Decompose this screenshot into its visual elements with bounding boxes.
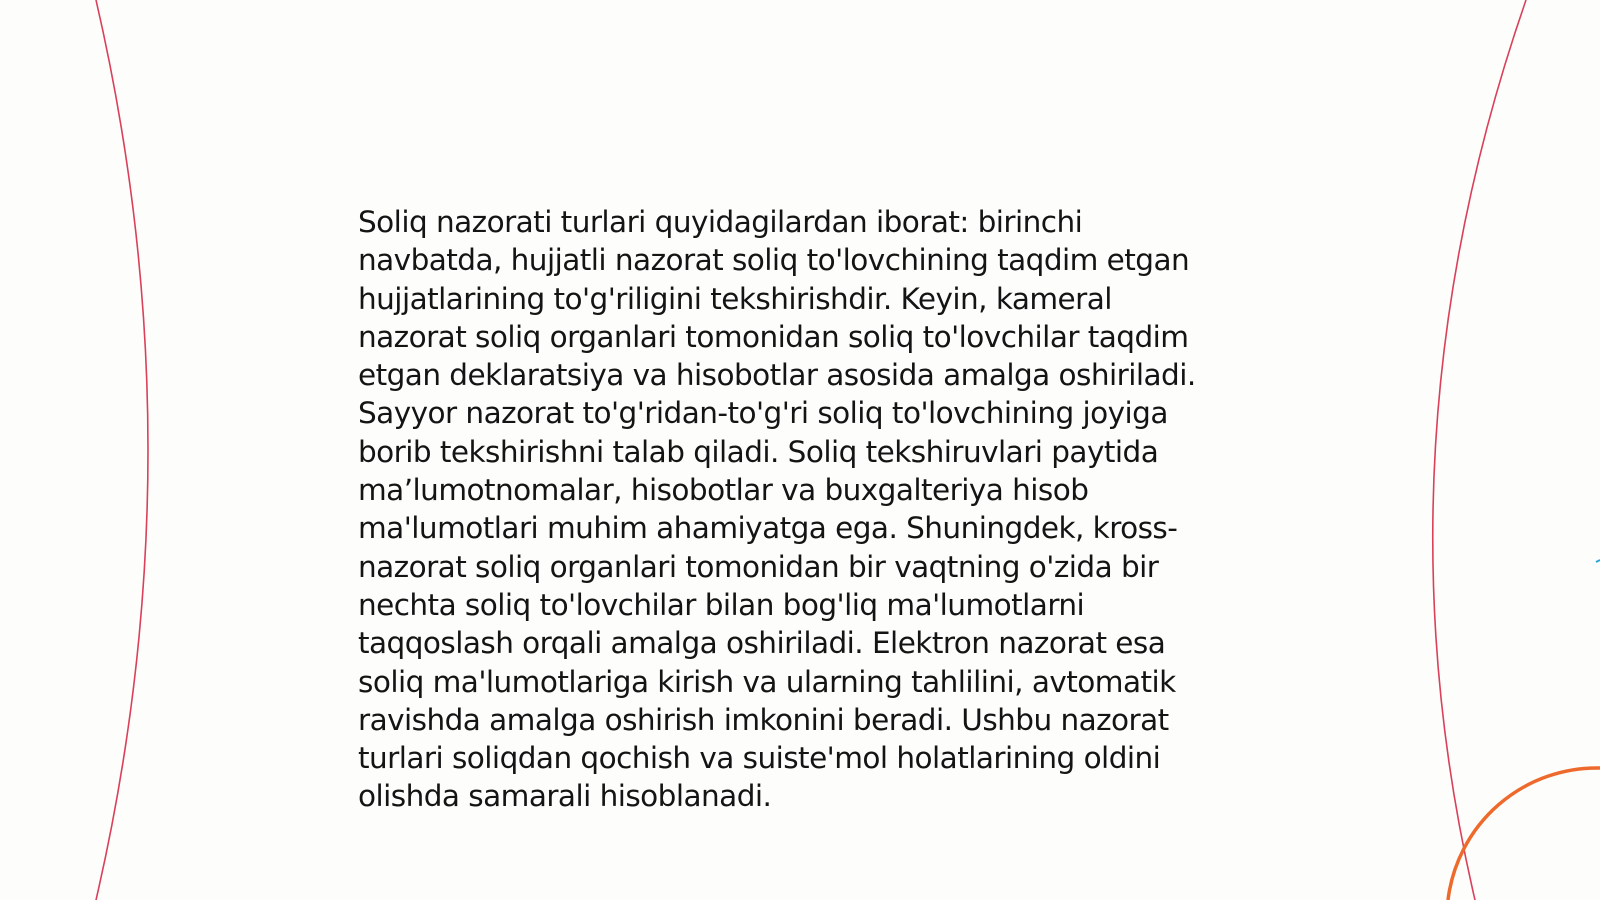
paragraph-line: ma'lumotlari muhim ahamiyatga ega. Shuningdek, kross- — [358, 511, 1178, 546]
paragraph-line: etgan deklaratsiya va hisobotlar asosida amalga oshiriladi. — [358, 358, 1196, 393]
paragraph-line: taqqoslash orqali amalga oshiriladi. Elektron nazorat esa — [358, 626, 1166, 661]
paragraph-line: nechta soliq to'lovchilar bilan bog'liq ma'lumotlarni — [358, 587, 1085, 622]
paragraph-line: Soliq nazorati turlari quyidagilardan iborat: birinchi — [358, 205, 1083, 239]
paragraph-line: Sayyor nazorat to'g'ridan-to'g'ri soliq to'lovchining joyiga — [358, 396, 1168, 431]
paragraph-line: ma’lumotnomalar, hisobotlar va buxgalteriya hisob — [358, 473, 1089, 508]
paragraph-line: nazorat soliq organlari tomonidan soliq to'lovchilar taqdim — [358, 319, 1189, 354]
main-paragraph — [358, 203, 1258, 816]
left-decorative-curve — [96, 0, 148, 900]
paragraph-line: nazorat soliq organlari tomonidan bir vaqtning o'zida bir — [358, 549, 1159, 584]
edge-mark-decoration — [1596, 560, 1600, 562]
paragraph-line: navbatda, hujjatli nazorat soliq to'lovchining taqdim etgan — [358, 243, 1190, 278]
paragraph-line: hujjatlarining to'g'riligini tekshirishdir. Keyin, kameral — [358, 281, 1112, 316]
paragraph-line: turlari soliqdan qochish va suiste'mol holatlarining oldini — [358, 741, 1161, 776]
paragraph-line: borib tekshirishni talab qiladi. Soliq tekshiruvlari paytida — [358, 434, 1159, 469]
paragraph-line: olishda samarali hisoblanadi. — [358, 779, 772, 814]
paragraph-line: ravishda amalga oshirish imkonini beradi. Ushbu nazorat — [358, 702, 1169, 737]
paragraph-line: soliq ma'lumotlariga kirish va ularning tahlilini, avtomatik — [358, 664, 1176, 699]
right-decorative-curve — [1433, 0, 1526, 900]
